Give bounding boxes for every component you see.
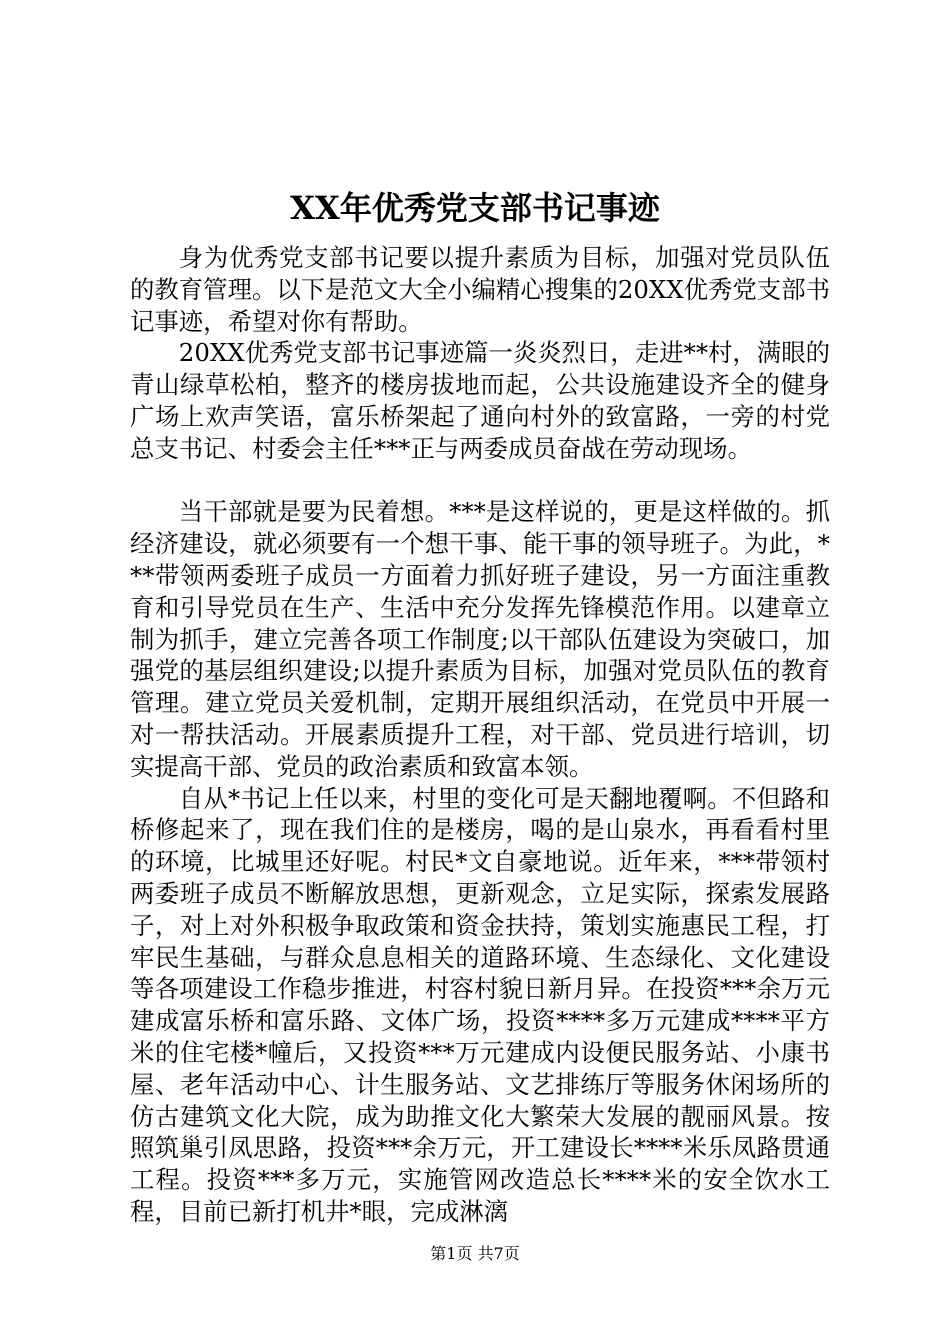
document-body <box>130 242 830 1228</box>
paragraph-leadership: 当干部就是要为民着想。***是这样说的，更是这样做的。抓经济建设，就必须要有一个想干事、能干事的领导班子。为此，***带领两委班子成员一方面着力抓好班子建设，另一方面注重教育和引导党员在生产、生活中充分发挥先锋模范作用。以建章立制为抓手，建立完善各项工作制度;以干部队伍建设为突破口，加强党的基层组织建设;以提升素质为目标，加强对党员队伍的教育管理。建立党员关爱机制，定期开展组织活动，在党员中开展一对一帮扶活动。开展素质提升工程，对干部、党员进行培训，切实提高干部、党员的政治素质和致富本领。 <box>130 497 830 781</box>
document-title: XX年优秀党支部书记事迹 <box>290 189 660 227</box>
paragraph-intro: 身为优秀党支部书记要以提升素质为目标，加强对党员队伍的教育管理。以下是范文大全小编精心搜集的20XX优秀党支部书记事迹，希望对你有帮助。 <box>130 243 830 336</box>
paragraph-village-changes: 自从*书记上任以来，村里的变化可是天翻地覆啊。不但路和桥修起来了，现在我们住的是楼房，喝的是山泉水，再看看村里的环境，比城里还好呢。村民*文自豪地说。近年来，***带领村两委班子成员不断解放思想，更新观念，立足实际，探索发展路子，对上对外积极争取政策和资金扶持，策划实施惠民工程，打牢民生基础，与群众息息相关的道路环境、生态绿化、文化建设等各项建设工作稳步推进，村容村貌日新月异。在投资***余万元建成富乐桥和富乐路、文体广场，投资****多万元建成****平方米的住宅楼*幢后，又投资***万元建成内设便民服务站、小康书屋、老年活动中心、计生服务站、文艺排练厅等服务休闲场所的仿古建筑文化大院，成为助推文化大繁荣大发展的靓丽风景。按照筑巢引凤思路，投资***余万元，开工建设长****米乐凤路贯通工程。投资***多万元，实施管网改造总长****米的安全饮水工程，目前已新打机井*眼，完成淋漓 <box>130 783 830 1226</box>
paragraph-article-one-opening: 20XX优秀党支部书记事迹篇一炎炎烈日，走进**村，满眼的青山绿草松柏，整齐的楼房拔地而起，公共设施建设齐全的健身广场上欢声笑语，富乐桥架起了通向村外的致富路，一旁的村党总支书记、村委会主任***正与两委成员奋战在劳动现场。 <box>130 338 830 463</box>
page-footer: 第1页 共7页 <box>430 1244 520 1263</box>
